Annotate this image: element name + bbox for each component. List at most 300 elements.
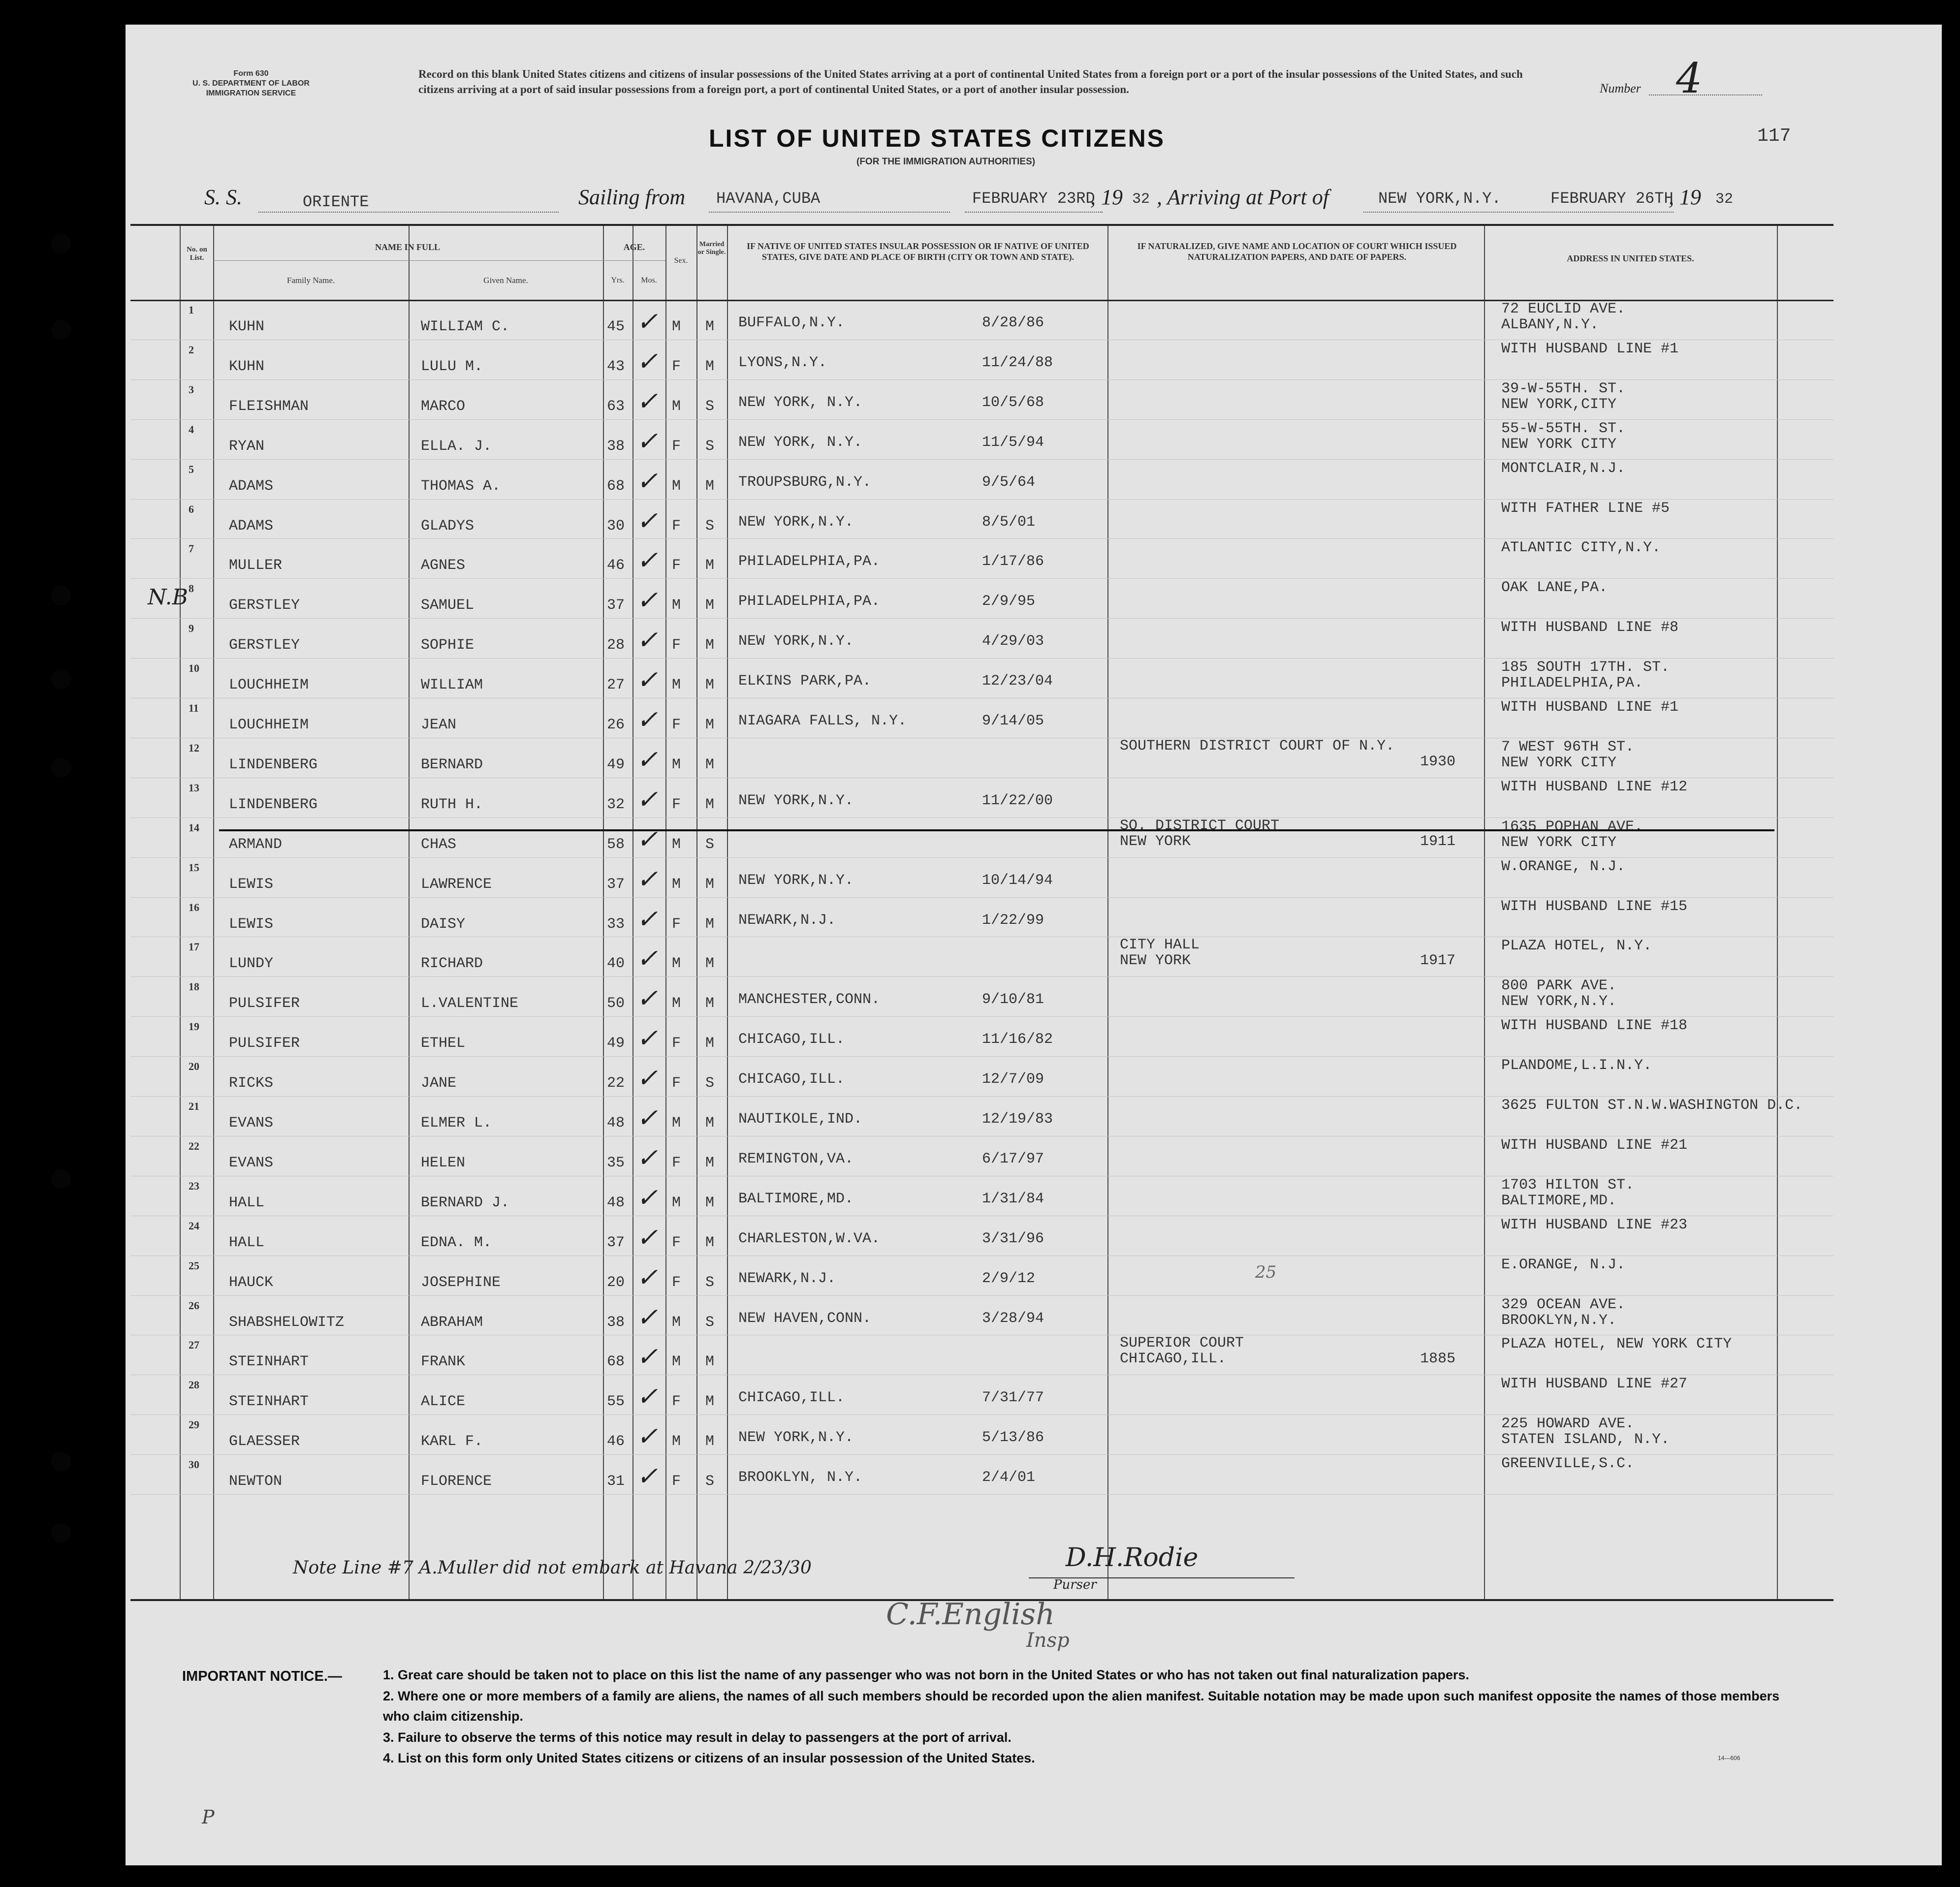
sex: M bbox=[672, 398, 681, 415]
given-name: BERNARD bbox=[421, 756, 483, 773]
given-name: FLORENCE bbox=[421, 1473, 492, 1490]
row-number: 12 bbox=[189, 741, 199, 754]
birth-place: NEWARK,N.J. bbox=[738, 1270, 836, 1287]
check-mark-icon: ✓ bbox=[636, 1183, 658, 1213]
address-line-2: BALTIMORE,MD. bbox=[1501, 1192, 1617, 1209]
row-rule bbox=[130, 578, 1834, 579]
married-status: M bbox=[705, 1115, 715, 1132]
given-name: DAISY bbox=[421, 915, 466, 933]
address-line-1: 329 OCEAN AVE. bbox=[1501, 1296, 1626, 1313]
purser-signature: D.H.Rodie bbox=[1066, 1543, 1199, 1572]
sex: F bbox=[672, 1035, 681, 1052]
married-status: M bbox=[705, 756, 715, 773]
row-number: 14 bbox=[189, 821, 199, 834]
birth-place: NEW YORK, N.Y. bbox=[738, 434, 863, 451]
family-name: NEWTON bbox=[229, 1473, 283, 1490]
row-number: 23 bbox=[189, 1179, 199, 1192]
row-number: 26 bbox=[189, 1299, 199, 1312]
birth-place: CHICAGO,ILL. bbox=[738, 1031, 845, 1048]
address-line-2: NEW YORK,CITY bbox=[1501, 396, 1617, 413]
address-line-1: MONTCLAIR,N.J. bbox=[1501, 460, 1626, 477]
row-number: 27 bbox=[189, 1339, 199, 1352]
birth-date: 1/31/84 bbox=[982, 1190, 1044, 1207]
check-mark-icon: ✓ bbox=[636, 546, 658, 576]
row-number: 25 bbox=[189, 1259, 199, 1272]
arrive-year: 32 bbox=[1715, 191, 1734, 208]
check-mark-icon: ✓ bbox=[636, 904, 658, 934]
col-header-birth: IF NATIVE OF UNITED STATES INSULAR POSSESSION OR IF NATIVE OF UNITED STATES, GIVE DATE AND PLACE OF BIRTH (CITY OR TOWN AND STATE). bbox=[747, 241, 1089, 262]
age-years: 49 bbox=[607, 756, 625, 773]
address-line-1: OAK LANE,PA. bbox=[1501, 579, 1608, 597]
given-name: AGNES bbox=[421, 557, 466, 574]
binder-hole bbox=[51, 1169, 71, 1189]
age-years: 38 bbox=[607, 1314, 625, 1331]
row-rule bbox=[130, 1056, 1834, 1057]
row-rule bbox=[130, 459, 1834, 460]
married-status: S bbox=[705, 517, 715, 535]
age-years: 46 bbox=[607, 557, 625, 574]
family-name: HALL bbox=[229, 1234, 265, 1251]
married-status: M bbox=[705, 1353, 715, 1371]
family-name: STEINHART bbox=[229, 1393, 309, 1411]
family-name: PULSIFER bbox=[229, 995, 300, 1012]
family-name: ARMAND bbox=[229, 836, 283, 853]
page-subtitle: (FOR THE IMMIGRATION AUTHORITIES) bbox=[856, 157, 1036, 167]
married-status: M bbox=[705, 677, 715, 694]
family-name: STEINHART bbox=[229, 1353, 309, 1371]
given-name: FRANK bbox=[421, 1353, 466, 1371]
birth-date: 9/5/64 bbox=[982, 473, 1036, 491]
form-header bbox=[155, 69, 347, 98]
sex: F bbox=[672, 915, 681, 933]
married-status: M bbox=[705, 318, 715, 335]
birth-date: 9/10/81 bbox=[982, 991, 1044, 1008]
form-number: Form 630 bbox=[233, 69, 269, 78]
col-header-yrs: Yrs. bbox=[611, 276, 625, 284]
check-mark-icon: ✓ bbox=[636, 307, 658, 337]
notice-item-3: 3. Failure to observe the terms of this notice may result in delay to passengers at the port of arrival. bbox=[383, 1730, 1012, 1745]
sex: M bbox=[672, 597, 681, 614]
address-line-2: STATEN ISLAND, N.Y. bbox=[1501, 1431, 1670, 1448]
ship-name: ORIENTE bbox=[303, 193, 369, 211]
col-header-sex: Sex. bbox=[674, 256, 688, 265]
sex: F bbox=[672, 557, 681, 574]
family-name: MULLER bbox=[229, 557, 283, 574]
sex: M bbox=[672, 1194, 681, 1211]
address-line-1: WITH HUSBAND LINE #1 bbox=[1501, 699, 1679, 716]
given-name: KARL F. bbox=[421, 1433, 483, 1450]
sex: M bbox=[672, 677, 681, 694]
given-name: THOMAS A. bbox=[421, 477, 501, 495]
row-number: 8 bbox=[189, 582, 194, 595]
row-number: 3 bbox=[189, 383, 194, 396]
married-status: M bbox=[705, 597, 715, 614]
age-years: 49 bbox=[607, 1035, 625, 1052]
row-rule bbox=[130, 1295, 1834, 1296]
ss-label: S. S. bbox=[204, 185, 242, 209]
page-number: 117 bbox=[1757, 126, 1791, 147]
check-mark-icon: ✓ bbox=[636, 1302, 658, 1332]
given-name: ELMER L. bbox=[421, 1115, 492, 1132]
given-name: JOSEPHINE bbox=[421, 1274, 501, 1291]
address-line-1: 185 SOUTH 17TH. ST. bbox=[1501, 659, 1670, 676]
check-mark-icon: ✓ bbox=[636, 386, 658, 416]
given-name: JANE bbox=[421, 1075, 457, 1092]
birth-date: 2/9/12 bbox=[982, 1270, 1036, 1287]
row-number: 30 bbox=[189, 1458, 199, 1471]
address-line-2: NEW YORK CITY bbox=[1501, 436, 1617, 453]
handwritten-nb: N.B bbox=[148, 585, 189, 610]
given-name: EDNA. M. bbox=[421, 1234, 492, 1251]
row-number: 1 bbox=[189, 304, 194, 316]
col-header-no: No. on List. bbox=[187, 246, 207, 262]
check-mark-icon: ✓ bbox=[636, 745, 658, 775]
birth-date: 2/9/95 bbox=[982, 593, 1036, 610]
address-line-1: 7 WEST 96TH ST. bbox=[1501, 738, 1635, 755]
birth-date: 11/22/00 bbox=[982, 792, 1053, 809]
number-line bbox=[1649, 94, 1762, 95]
age-years: 68 bbox=[607, 477, 625, 495]
birth-date: 11/16/82 bbox=[982, 1031, 1053, 1048]
row-rule bbox=[130, 538, 1834, 539]
row-number: 11 bbox=[189, 702, 199, 714]
given-name: WILLIAM C. bbox=[421, 318, 510, 335]
row-rule bbox=[130, 499, 1834, 500]
given-name: GLADYS bbox=[421, 517, 474, 535]
notice-item-1: 1. Great care should be taken not to place on this list the name of any passenger who was not born in the United States or who has not taken out final naturalization papers. bbox=[383, 1667, 1469, 1682]
row-number: 17 bbox=[189, 941, 199, 953]
check-mark-icon: ✓ bbox=[636, 466, 658, 496]
binder-hole bbox=[51, 234, 71, 253]
birth-place: TROUPSBURG,N.Y. bbox=[738, 473, 872, 491]
birth-place: NIAGARA FALLS, N.Y. bbox=[738, 713, 907, 729]
sex: F bbox=[672, 517, 681, 535]
court-location: NEW YORK bbox=[1120, 952, 1191, 970]
married-status: M bbox=[705, 796, 715, 813]
married-status: M bbox=[705, 995, 715, 1012]
address-line-1: 55-W-55TH. ST. bbox=[1501, 420, 1626, 437]
birth-place: CHICAGO,ILL. bbox=[738, 1389, 845, 1407]
col-header-address: ADDRESS IN UNITED STATES. bbox=[1567, 253, 1694, 263]
given-name: JEAN bbox=[421, 717, 457, 733]
birth-place: NEWARK,N.J. bbox=[738, 912, 836, 929]
row-rule bbox=[130, 658, 1834, 659]
notice-item-4: 4. List on this form only United States citizens or citizens of an insular possession of the United States. bbox=[383, 1751, 1035, 1765]
court-name: SO. DISTRICT COURT bbox=[1120, 817, 1280, 834]
row-number: 28 bbox=[189, 1379, 199, 1391]
check-mark-icon: ✓ bbox=[636, 1223, 658, 1253]
age-years: 48 bbox=[607, 1115, 625, 1132]
address-line-1: WITH HUSBAND LINE #12 bbox=[1501, 778, 1688, 795]
row-rule bbox=[130, 1494, 1834, 1495]
birth-place: NEW HAVEN,CONN. bbox=[738, 1310, 872, 1327]
page-title: LIST OF UNITED STATES CITIZENS bbox=[709, 125, 1166, 152]
age-years: 43 bbox=[607, 358, 625, 375]
given-name: LAWRENCE bbox=[421, 876, 492, 893]
given-name: LULU M. bbox=[421, 358, 483, 375]
address-line-1: WITH HUSBAND LINE #8 bbox=[1501, 619, 1679, 636]
address-line-1: 800 PARK AVE. bbox=[1501, 977, 1617, 995]
age-years: 30 bbox=[607, 517, 625, 535]
birth-place: MANCHESTER,CONN. bbox=[738, 991, 881, 1008]
address-line-1: WITH HUSBAND LINE #27 bbox=[1501, 1376, 1688, 1393]
birth-date: 8/28/86 bbox=[982, 314, 1044, 331]
birth-place: BUFFALO,N.Y. bbox=[738, 314, 845, 331]
given-name: ELLA. J. bbox=[421, 438, 492, 455]
check-mark-icon: ✓ bbox=[636, 785, 658, 815]
married-status: M bbox=[705, 876, 715, 893]
sex: F bbox=[672, 717, 681, 733]
birth-date: 9/14/05 bbox=[982, 713, 1044, 729]
address-line-2: BROOKLYN,N.Y. bbox=[1501, 1312, 1617, 1329]
birth-date: 11/5/94 bbox=[982, 434, 1044, 451]
sex: M bbox=[672, 955, 681, 973]
address-line-1: W.ORANGE, N.J. bbox=[1501, 858, 1626, 875]
age-years: 32 bbox=[607, 796, 625, 813]
age-years: 48 bbox=[607, 1194, 625, 1211]
address-line-1: WITH HUSBAND LINE #15 bbox=[1501, 898, 1688, 915]
row-number: 10 bbox=[189, 662, 199, 675]
sex: M bbox=[672, 756, 681, 773]
family-name: HAUCK bbox=[229, 1274, 274, 1291]
age-years: 37 bbox=[607, 1234, 625, 1251]
married-status: S bbox=[705, 1314, 715, 1331]
age-years: 58 bbox=[607, 836, 625, 853]
sex: F bbox=[672, 1274, 681, 1291]
birth-place: PHILADELPHIA,PA. bbox=[738, 593, 881, 610]
col-header-naturalized: IF NATURALIZED, GIVE NAME AND LOCATION OF COURT WHICH ISSUED NATURALIZATION PAPERS, AND DATE OF PAPERS. bbox=[1137, 241, 1457, 262]
family-name: FLEISHMAN bbox=[229, 398, 309, 415]
birth-date: 8/5/01 bbox=[982, 513, 1036, 531]
row-number: 20 bbox=[189, 1060, 199, 1073]
check-mark-icon: ✓ bbox=[636, 1064, 658, 1094]
sex: F bbox=[672, 358, 681, 375]
family-name: LEWIS bbox=[229, 876, 274, 893]
family-name: ADAMS bbox=[229, 517, 274, 535]
birth-place: NAUTIKOLE,IND. bbox=[738, 1111, 863, 1128]
inspector-signature: C.F.English bbox=[886, 1597, 1055, 1632]
address-line-1: WITH HUSBAND LINE #18 bbox=[1501, 1017, 1688, 1035]
check-mark-icon: ✓ bbox=[636, 586, 658, 616]
family-name: RICKS bbox=[229, 1075, 274, 1092]
row-rule bbox=[130, 976, 1834, 977]
birth-place: NEW YORK,N.Y. bbox=[738, 633, 854, 650]
birth-date: 2/4/01 bbox=[982, 1469, 1036, 1486]
row-number: 6 bbox=[189, 503, 194, 515]
sex: M bbox=[672, 876, 681, 893]
naturalization-year: 1911 bbox=[1420, 833, 1456, 850]
print-code: 14—606 bbox=[1718, 1755, 1740, 1761]
family-name: HALL bbox=[229, 1194, 265, 1211]
sail-year-prefix: , 19 bbox=[1090, 185, 1123, 209]
check-mark-icon: ✓ bbox=[636, 824, 658, 854]
given-name: SAMUEL bbox=[421, 597, 474, 614]
birth-place: NEW YORK,N.Y. bbox=[738, 1429, 854, 1447]
number-label: Number bbox=[1600, 81, 1641, 95]
sex: M bbox=[672, 477, 681, 495]
address-line-1: 72 EUCLID AVE. bbox=[1501, 301, 1626, 317]
inspector-label: Insp bbox=[1026, 1629, 1070, 1652]
birth-place: LYONS,N.Y. bbox=[738, 354, 827, 371]
address-line-1: 1703 HILTON ST. bbox=[1501, 1176, 1635, 1194]
birth-date: 7/31/77 bbox=[982, 1389, 1044, 1407]
check-mark-icon: ✓ bbox=[636, 665, 658, 695]
given-name: RICHARD bbox=[421, 955, 483, 973]
check-mark-icon: ✓ bbox=[636, 944, 658, 974]
birth-place: PHILADELPHIA,PA. bbox=[738, 553, 881, 570]
married-status: M bbox=[705, 1194, 715, 1211]
birth-place: NEW YORK,N.Y. bbox=[738, 792, 854, 809]
married-status: M bbox=[705, 1035, 715, 1052]
address-line-2: ALBANY,N.Y. bbox=[1501, 316, 1599, 333]
birth-date: 12/19/83 bbox=[982, 1111, 1053, 1128]
birth-place: ELKINS PARK,PA. bbox=[738, 673, 872, 690]
married-status: M bbox=[705, 557, 715, 574]
address-line-1: E.ORANGE, N.J. bbox=[1501, 1256, 1626, 1273]
court-location: NEW YORK bbox=[1120, 833, 1191, 850]
row-number: 24 bbox=[189, 1219, 199, 1232]
row-number: 16 bbox=[189, 901, 199, 913]
row-rule bbox=[130, 419, 1834, 420]
address-line-1: PLAZA HOTEL, NEW YORK CITY bbox=[1501, 1336, 1732, 1353]
married-status: M bbox=[705, 1154, 715, 1171]
col-header-mos: Mos. bbox=[641, 276, 657, 284]
given-name: HELEN bbox=[421, 1154, 466, 1171]
age-years: 28 bbox=[607, 637, 625, 654]
col-header-name: NAME IN FULL bbox=[375, 242, 440, 252]
strike-through-line-7 bbox=[219, 829, 1774, 831]
married-status: M bbox=[705, 637, 715, 654]
family-name: RYAN bbox=[229, 438, 265, 455]
sex: M bbox=[672, 1115, 681, 1132]
department: U. S. DEPARTMENT OF LABOR bbox=[192, 79, 310, 88]
court-name: SUPERIOR COURT bbox=[1120, 1335, 1244, 1352]
row-rule bbox=[130, 857, 1834, 858]
row-rule bbox=[130, 897, 1834, 898]
check-mark-icon: ✓ bbox=[636, 1024, 658, 1054]
married-status: S bbox=[705, 1473, 715, 1490]
row-number: 13 bbox=[189, 781, 199, 794]
age-years: 37 bbox=[607, 597, 625, 614]
birth-date: 1/22/99 bbox=[982, 912, 1044, 929]
service: IMMIGRATION SERVICE bbox=[206, 89, 296, 97]
purser-label: Purser bbox=[1053, 1577, 1097, 1592]
row-rule bbox=[130, 1454, 1834, 1455]
check-mark-icon: ✓ bbox=[636, 705, 658, 735]
col-header-given: Given Name. bbox=[483, 276, 528, 285]
sailing-label: Sailing from bbox=[578, 185, 686, 209]
check-mark-icon: ✓ bbox=[636, 1103, 658, 1133]
sex: F bbox=[672, 637, 681, 654]
address-line-1: ATLANTIC CITY,N.Y. bbox=[1501, 539, 1661, 557]
address-line-1: 225 HOWARD AVE. bbox=[1501, 1415, 1635, 1433]
sex: F bbox=[672, 796, 681, 813]
family-name: LINDENBERG bbox=[229, 796, 318, 813]
age-years: 50 bbox=[607, 995, 625, 1012]
corner-mark: P bbox=[202, 1806, 215, 1828]
age-years: 38 bbox=[607, 438, 625, 455]
given-name: CHAS bbox=[421, 836, 457, 853]
age-years: 33 bbox=[607, 915, 625, 933]
birth-date: 10/5/68 bbox=[982, 394, 1044, 411]
age-years: 45 bbox=[607, 318, 625, 335]
row-number: 7 bbox=[189, 542, 194, 555]
address-line-1: PLAZA HOTEL, N.Y. bbox=[1501, 938, 1652, 955]
sailing-from: HAVANA,CUBA bbox=[716, 189, 821, 208]
binder-hole bbox=[51, 758, 71, 778]
sail-date: FEBRUARY 23RD bbox=[972, 189, 1095, 208]
row-number: 5 bbox=[189, 463, 194, 475]
citizens-table bbox=[130, 224, 1834, 1601]
check-mark-icon: ✓ bbox=[636, 864, 658, 894]
given-name: SOPHIE bbox=[421, 637, 474, 654]
birth-place: BROOKLYN, N.Y. bbox=[738, 1469, 863, 1486]
check-mark-icon: ✓ bbox=[636, 1342, 658, 1372]
family-name: KUHN bbox=[229, 358, 265, 375]
address-line-1: WITH HUSBAND LINE #21 bbox=[1501, 1136, 1688, 1154]
family-name: PULSIFER bbox=[229, 1035, 300, 1052]
check-mark-icon: ✓ bbox=[636, 1462, 658, 1492]
address-line-1: GREENVILLE,S.C. bbox=[1501, 1455, 1635, 1473]
check-mark-icon: ✓ bbox=[636, 1262, 658, 1292]
court-name: SOUTHERN DISTRICT COURT OF N.Y. bbox=[1120, 737, 1395, 755]
birth-date: 11/24/88 bbox=[982, 354, 1053, 371]
sex: M bbox=[672, 318, 681, 335]
sex: F bbox=[672, 1473, 681, 1490]
address-line-1: 39-W-55TH. ST. bbox=[1501, 380, 1626, 397]
birth-place: NEW YORK,N.Y. bbox=[738, 513, 854, 531]
family-name: KUHN bbox=[229, 318, 265, 335]
check-mark-icon: ✓ bbox=[636, 1382, 658, 1412]
married-status: S bbox=[705, 836, 715, 853]
col-header-family: Family Name. bbox=[286, 276, 335, 285]
sex: F bbox=[672, 438, 681, 455]
family-name: LINDENBERG bbox=[229, 756, 318, 773]
married-status: S bbox=[705, 438, 715, 455]
age-years: 22 bbox=[607, 1075, 625, 1092]
sex: M bbox=[672, 995, 681, 1012]
row-number: 18 bbox=[189, 980, 199, 993]
row-number: 22 bbox=[189, 1139, 199, 1152]
notice-item-2: 2. Where one or more members of a family are aliens, the names of all such members should be recorded upon the alien manifest. Suitable notation may be made upon such manifest opposite the names of those members who claim citizenship. bbox=[383, 1689, 1780, 1724]
age-years: 37 bbox=[607, 876, 625, 893]
row-number: 4 bbox=[189, 423, 194, 436]
birth-date: 5/13/86 bbox=[982, 1429, 1044, 1447]
address-line-1: 1635 POPHAN AVE. bbox=[1501, 818, 1644, 835]
address-line-2: NEW YORK CITY bbox=[1501, 754, 1617, 771]
family-name: LOUCHHEIM bbox=[229, 677, 309, 694]
given-name: ETHEL bbox=[421, 1035, 466, 1052]
birth-place: CHARLESTON,W.VA. bbox=[738, 1230, 881, 1247]
birth-place: NEW YORK,N.Y. bbox=[738, 872, 854, 889]
birth-date: 10/14/94 bbox=[982, 872, 1053, 889]
row-number: 9 bbox=[189, 622, 194, 635]
handwritten-25: 25 bbox=[1255, 1262, 1277, 1282]
sex: F bbox=[672, 1154, 681, 1171]
married-status: M bbox=[705, 717, 715, 733]
check-mark-icon: ✓ bbox=[636, 506, 658, 536]
notice-heading: IMPORTANT NOTICE.— bbox=[182, 1668, 342, 1684]
married-status: M bbox=[705, 915, 715, 933]
birth-place: NEW YORK, N.Y. bbox=[738, 394, 863, 411]
family-name: GERSTLEY bbox=[229, 637, 300, 654]
naturalization-year: 1885 bbox=[1420, 1351, 1456, 1368]
age-years: 26 bbox=[607, 717, 625, 733]
row-number: 21 bbox=[189, 1100, 199, 1112]
address-line-1: PLANDOME,L.I.N.Y. bbox=[1501, 1057, 1652, 1074]
arrival-port: NEW YORK,N.Y. bbox=[1378, 189, 1501, 208]
married-status: M bbox=[705, 955, 715, 973]
